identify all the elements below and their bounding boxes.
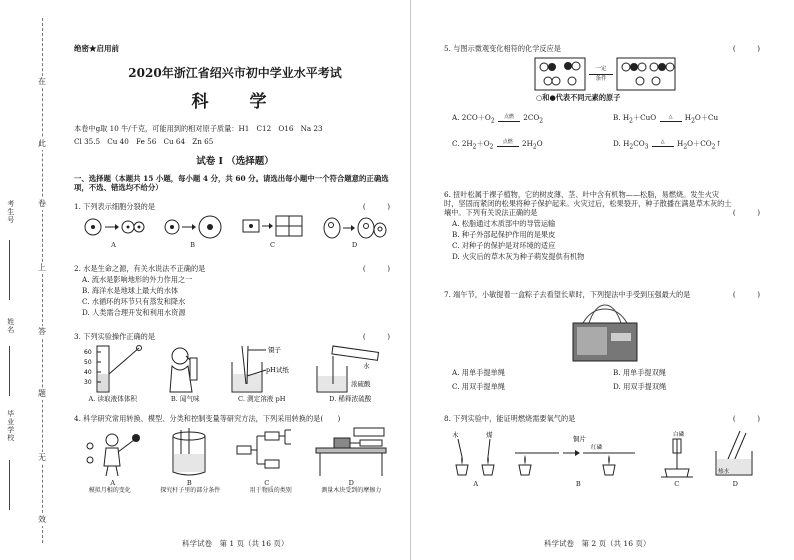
ph-test-figure xyxy=(228,344,296,394)
school-line xyxy=(9,460,10,510)
cell-division-figure-d xyxy=(322,214,388,240)
question-stem: 1. 下列表示细胞分裂的是 xyxy=(74,202,156,211)
confidential-mark: 绝密★启用前 xyxy=(74,44,119,53)
name-label: 姓名 xyxy=(6,318,15,334)
seal-char: 效 xyxy=(38,515,46,524)
option-label: B xyxy=(190,241,195,249)
option-label: A xyxy=(473,480,479,488)
reaction-arrow: △ xyxy=(652,140,674,147)
reaction-arrow: △ xyxy=(660,115,682,122)
option-label: D. 稀释浓硫酸 xyxy=(329,395,372,403)
option-label: A xyxy=(111,241,116,249)
zongzi-gift-box-figure xyxy=(565,303,645,363)
page-fold xyxy=(410,0,411,560)
option-b: B. 海洋水是地球上最大的水体 xyxy=(82,286,179,295)
question-4 xyxy=(74,414,396,495)
option-figure xyxy=(235,426,299,487)
condition-bottom: 条件 xyxy=(595,75,607,82)
dilute-acid-figure xyxy=(313,344,387,394)
stem-experiment-figure xyxy=(159,426,219,478)
option-label: C xyxy=(269,241,276,249)
option-figure xyxy=(513,429,643,488)
water-label: 水 xyxy=(363,362,370,370)
option-figure xyxy=(162,214,224,249)
figure-caption: 测量木块受到的摩擦力 xyxy=(321,487,382,495)
condition-top: 一定 xyxy=(595,65,607,72)
white-phosphorus-label: 白磷 xyxy=(672,432,684,438)
seal-dashed-line xyxy=(42,18,43,543)
candidate-number-line xyxy=(9,240,10,300)
option-label: D xyxy=(732,480,738,488)
atom-legend: ○和●代表不同元素的原子 xyxy=(536,93,621,102)
reactants-box xyxy=(534,57,586,91)
option-figure xyxy=(82,426,144,487)
candidate-number-label: 考生号 xyxy=(6,200,15,224)
option-c: C. 用双手提单绳 xyxy=(452,382,505,391)
question-stem: 5. 与图示微观变化相符的化学反应是 xyxy=(444,44,561,53)
option-d: D. 火灾后的草木灰为种子萌发提供有机物 xyxy=(452,252,585,261)
question-7 xyxy=(444,290,766,391)
option-figure xyxy=(710,429,760,488)
cell-division-figure-a xyxy=(83,214,145,240)
seal-char: 此 xyxy=(38,139,46,148)
tick-label: 30 xyxy=(83,379,92,386)
option-figure xyxy=(322,214,388,249)
option-b: B. 用单手提双绳 xyxy=(613,368,666,377)
option-figure xyxy=(313,344,387,403)
option-figure xyxy=(159,426,219,487)
option-figure xyxy=(450,429,502,488)
instructions-line: Cl 35.5 Cu 40 Fe 56 Cu 64 Zn 65 xyxy=(74,137,214,146)
exam-title: 2020年浙江省绍兴市初中学业水平考试 xyxy=(128,66,342,80)
smell-gas-figure xyxy=(160,344,210,394)
figure-caption: 用于物质的类别 xyxy=(249,487,292,495)
tick-label: 40 xyxy=(83,369,92,376)
option-d: D. $H_2CO_3$ △ $H_2O+CO_2↑$ xyxy=(613,138,722,151)
answer-paren: ( ) xyxy=(362,264,390,273)
binding-margin xyxy=(0,0,72,560)
wood-label: 木 xyxy=(451,431,459,439)
page-footer: 科学试卷 第 2 页（共 16 页） xyxy=(544,538,651,548)
classification-tree-figure xyxy=(235,426,299,478)
seal-char: 题 xyxy=(38,389,46,398)
option-label: C xyxy=(264,479,270,487)
question-1 xyxy=(74,202,396,249)
part-title: 试卷 I （选择题） xyxy=(196,156,274,167)
question-stem: 6. 扭叶松属于裸子植物，它的树皮薄、茎、叶中含有机物——松脂，易燃烧。发生火灾时，坚固而紧闭的松果将种子保护起来。火灾过后，松果裂开，种子散播在满是草木灰的土壤中。下列有关说法正确的是 xyxy=(444,190,732,217)
answer-paren: ( ) xyxy=(732,208,760,217)
option-figure xyxy=(241,214,305,249)
tweezer-label: 镊子 xyxy=(267,346,281,354)
tick-label: 60 xyxy=(83,349,92,356)
acid-label: 浓硫酸 xyxy=(351,380,371,388)
option-label: B xyxy=(186,479,192,487)
ph-paper-label: pH试纸 xyxy=(265,366,289,374)
hot-water-phosphorus-figure xyxy=(710,429,760,479)
question-stem: 8. 下列实验中，能证明燃烧需要氧气的是 xyxy=(444,414,576,423)
answer-paren: ( ) xyxy=(362,332,390,341)
option-d: D. 用双手提双绳 xyxy=(613,382,667,391)
option-label: B. 闻气味 xyxy=(170,395,200,403)
option-label: B xyxy=(575,480,581,488)
question-stem: 3. 下列实验操作正确的是 xyxy=(74,332,156,341)
exam-instructions xyxy=(74,124,396,150)
graduated-cylinder-figure xyxy=(83,344,143,394)
option-a: A. 用单手提单绳 xyxy=(452,368,505,377)
seal-char: 无 xyxy=(38,453,46,462)
seal-char: 上 xyxy=(38,263,46,272)
option-label: A. 读取液体体积 xyxy=(88,395,138,403)
figure-caption: 探究杆子里的部分条件 xyxy=(160,487,221,495)
seal-char: 在 xyxy=(38,77,46,86)
red-phosphorus-label: 红磷 xyxy=(591,445,603,451)
option-figure xyxy=(83,344,143,403)
coal-label: 煤 xyxy=(485,431,493,439)
question-2 xyxy=(74,264,396,317)
option-label: D xyxy=(348,479,354,487)
option-label: C xyxy=(674,480,680,488)
option-figure xyxy=(228,344,296,403)
cell-division-figure-c xyxy=(241,214,305,240)
question-3 xyxy=(74,332,396,403)
option-a: A. $2CO+O_2$ 点燃 $2CO_2$ xyxy=(452,113,544,125)
option-a: A. 流水是影响地形的外力作用之一 xyxy=(82,275,193,284)
friction-measure-figure xyxy=(314,426,388,478)
reaction-condition xyxy=(589,66,613,83)
white-phosphorus-figure xyxy=(655,429,699,479)
name-line xyxy=(9,346,10,396)
copper-sheet-label: 铜片 xyxy=(573,435,587,443)
instructions-line: 本卷中g取 10 牛/千克，可能用到的相对原子质量：H1 C12 O16 Na 23 xyxy=(74,124,323,133)
school-label: 毕业学校 xyxy=(6,410,15,442)
copper-sheet-figure xyxy=(513,429,643,479)
wood-coal-burning-figure xyxy=(450,429,502,479)
option-d: D. 人类需合理开发和利用水资源 xyxy=(82,308,186,317)
hot-water-label: 热水 xyxy=(718,469,730,475)
question-stem: 4. 科学研究常用转换、模型、分类和控制变量等研究方法，下列采用转换的是( ) xyxy=(74,414,341,423)
option-c: C. 对种子的保护是对环境的适应 xyxy=(452,241,556,250)
page-1 xyxy=(74,0,396,560)
answer-paren: ( ) xyxy=(362,202,390,211)
question-5 xyxy=(444,44,766,151)
cell-division-figure-b xyxy=(162,214,224,240)
page-footer: 科学试卷 第 1 页（共 16 页） xyxy=(182,538,289,548)
option-figure xyxy=(160,344,210,403)
option-label: C. 测定溶液 pH xyxy=(238,395,286,403)
option-figure xyxy=(655,429,699,488)
moon-phase-model-figure xyxy=(82,426,144,478)
question-8 xyxy=(444,414,766,488)
figure-caption: 模拟月相的变化 xyxy=(88,487,131,495)
page-2 xyxy=(444,0,774,560)
option-figure xyxy=(314,426,388,487)
option-label: A xyxy=(110,479,116,487)
option-a: A. 松脂通过木质部中的导管运输 xyxy=(452,219,556,228)
question-6 xyxy=(444,190,766,261)
seal-char: 答 xyxy=(38,327,46,336)
question-stem: 7. 端午节，小敏提着一盒粽子去看望长辈时，下列提法中手受到压强最大的是 xyxy=(444,290,691,299)
subject-title: 科 学 xyxy=(191,92,279,112)
tick-label: 50 xyxy=(83,359,92,366)
option-b: B. $H_2+CuO$ △ $H_2O+Cu$ xyxy=(613,113,719,125)
section-heading: 一、选择题（本题共 15 小题，每小题 4 分，共 60 分。请选出每小题中一个符合题意的正确选项，不选、错选均不给分） xyxy=(74,174,389,193)
option-c: C. 水循环的环节只有蒸发和降水 xyxy=(82,297,186,306)
reaction-arrow: 点燃 xyxy=(498,115,520,122)
option-figure xyxy=(83,214,145,249)
answer-paren: ( ) xyxy=(732,44,760,53)
option-label: D xyxy=(351,241,358,249)
answer-paren: ( ) xyxy=(732,290,760,299)
option-b: B. 种子外部起保护作用的是果皮 xyxy=(452,230,556,239)
seal-char: 卷 xyxy=(38,199,46,208)
products-box xyxy=(616,57,676,91)
reaction-arrow: 点燃 xyxy=(497,140,519,147)
question-stem: 2. 水是生命之源，有关水说法不正确的是 xyxy=(74,264,206,273)
answer-paren: ( ) xyxy=(732,414,760,423)
option-c: C. $2H_2+O_2$ 点燃 $2H_2O$ xyxy=(452,138,543,151)
